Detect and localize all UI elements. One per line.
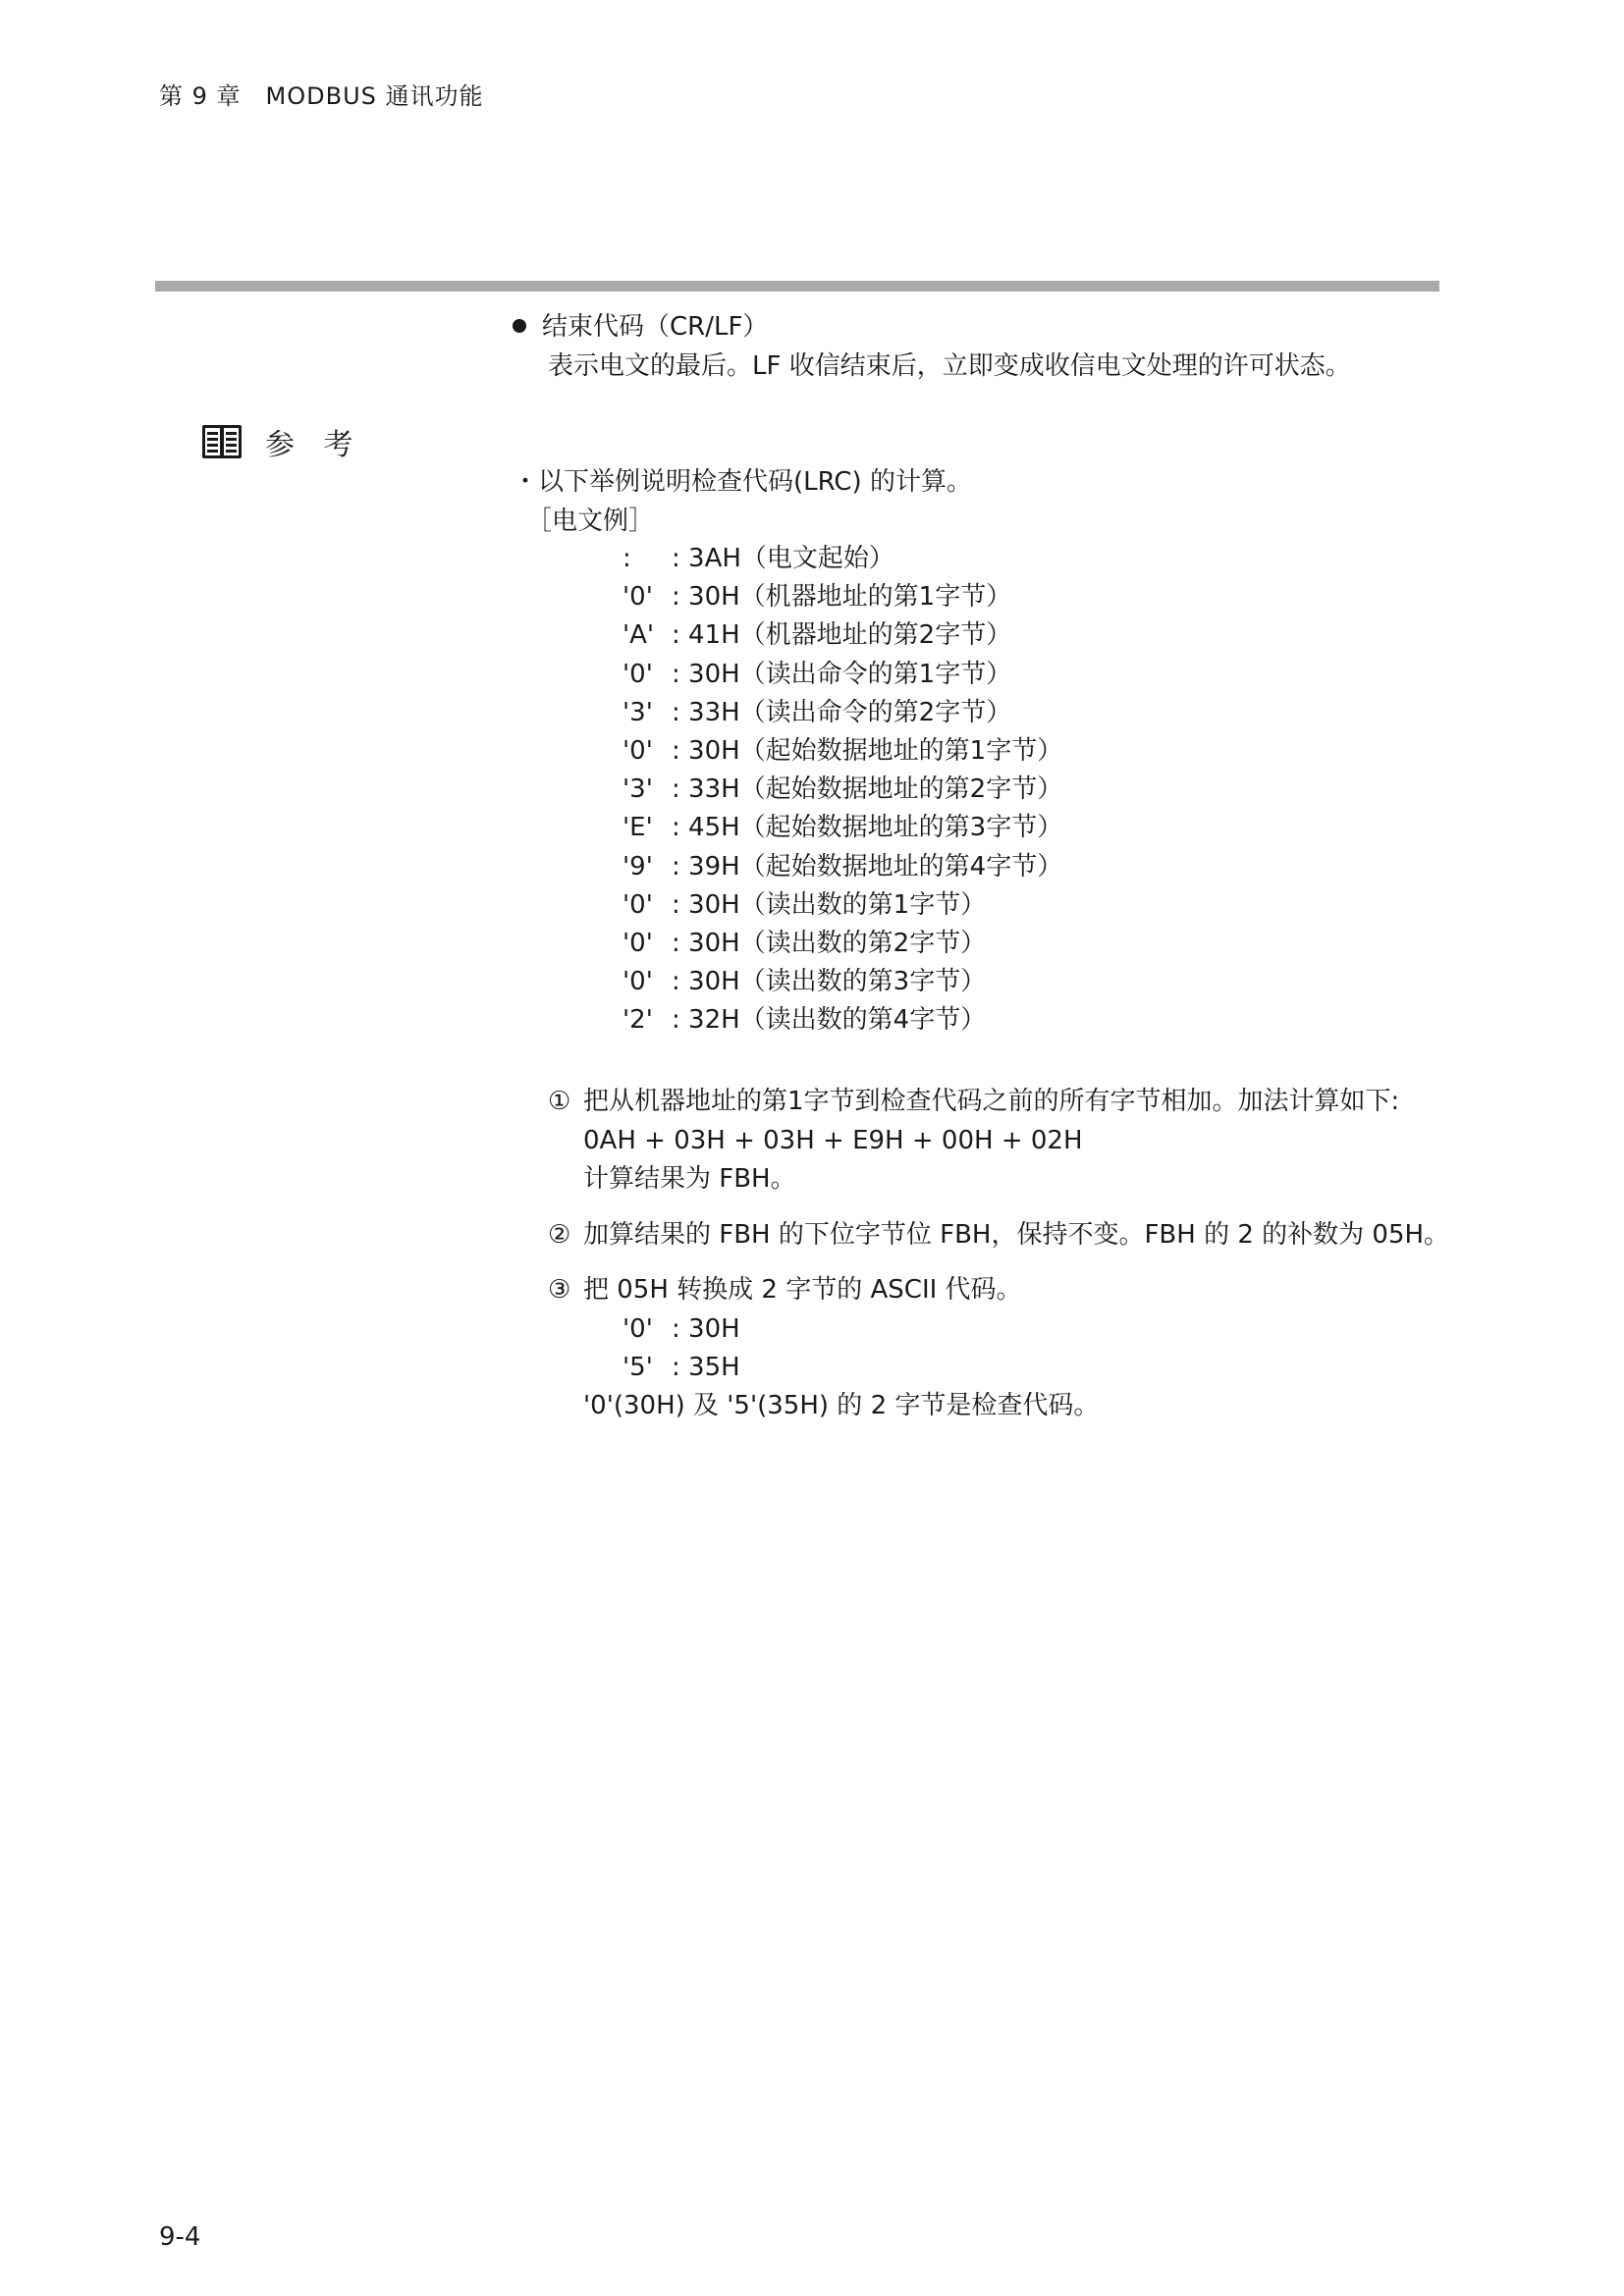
frame-char: '0' — [623, 735, 653, 766]
frame-value: : 30H — [672, 1313, 740, 1344]
frame-char: '9' — [623, 851, 653, 881]
frame-row — [623, 1349, 1449, 1387]
frame-value: : 45H（起始数据地址的第3字节） — [672, 813, 1063, 843]
reference-heading — [200, 420, 363, 463]
frame-value: : 30H（读出数的第1字节） — [672, 889, 987, 920]
frame-value: : 35H — [672, 1352, 740, 1382]
frame-char: '0' — [623, 967, 653, 997]
step-number: ② — [548, 1219, 571, 1250]
chapter-header: 第 9 章 MODBUS 通讯功能 — [159, 82, 484, 110]
step-number: ③ — [548, 1275, 571, 1305]
frame-char: '0' — [623, 582, 653, 613]
section-divider — [155, 281, 1439, 292]
frame-value: : 3AH（电文起始） — [672, 544, 894, 573]
example-intro: ・以下举例说明检查代码(LRC) 的计算。 — [513, 467, 972, 497]
step-1 — [548, 1083, 1449, 1200]
frame-value: : 32H（读出数的第4字节） — [672, 1005, 987, 1036]
frame-row — [623, 925, 1062, 963]
step-number: ① — [548, 1087, 571, 1116]
frame-value: : 39H（起始数据地址的第4字节） — [672, 851, 1063, 881]
frame-char: '0' — [623, 1313, 653, 1344]
frame-char: '5' — [623, 1352, 653, 1382]
ascii-conversion-list — [548, 1310, 1449, 1387]
frame-row — [623, 848, 1062, 886]
step-conclusion: '0'(30H) 及 '5'(35H) 的 2 字节是检查代码。 — [583, 1390, 1100, 1420]
frame-char: '3' — [623, 697, 653, 727]
frame-value: : 33H（读出命令的第2字节） — [672, 697, 1012, 727]
frame-char: 'A' — [623, 620, 655, 651]
frame-char: : — [623, 544, 631, 573]
end-code-section — [513, 307, 1351, 386]
frame-char: '0' — [623, 928, 653, 958]
frame-row — [623, 963, 1062, 1001]
frame-char: '0' — [623, 889, 653, 920]
frame-row — [623, 616, 1062, 655]
frame-char: '2' — [623, 1005, 653, 1036]
frame-row — [623, 656, 1062, 694]
frame-value: : 30H（起始数据地址的第1字节） — [672, 735, 1063, 766]
end-code-title: 结束代码（CR/LF） — [542, 312, 769, 342]
step-text: 加算结果的 FBH 的下位字节位 FBH，保持不变。FBH 的 2 的补数为 05H。 — [583, 1219, 1450, 1250]
step-formula: 0AH + 03H + 03H + E9H + 00H + 02H — [583, 1125, 1083, 1155]
reference-label: 参 考 — [265, 428, 363, 462]
frame-value: : 30H（机器地址的第1字节） — [672, 582, 1012, 613]
frame-char: '3' — [623, 774, 653, 805]
frame-row — [623, 578, 1062, 616]
bullet-icon — [513, 319, 526, 333]
step-text: 把从机器地址的第1字节到检查代码之前的所有字节相加。加法计算如下: — [583, 1087, 1400, 1116]
book-icon — [200, 422, 244, 461]
frame-row — [623, 694, 1062, 732]
frame-value: : 30H（读出数的第3字节） — [672, 967, 987, 997]
frame-row — [623, 771, 1062, 809]
step-result: 计算结果为 FBH。 — [583, 1164, 796, 1194]
frame-value: : 30H（读出数的第2字节） — [672, 928, 987, 958]
page-number: 9-4 — [159, 2222, 201, 2252]
frame-char: '0' — [623, 659, 653, 689]
frame-char: 'E' — [623, 813, 653, 843]
frame-row — [623, 1310, 1449, 1349]
step-2 — [548, 1216, 1449, 1255]
example-label: ［电文例］ — [526, 507, 655, 536]
end-code-description: 表示电文的最后。LF 收信结束后，立即变成收信电文处理的许可状态。 — [548, 351, 1351, 381]
frame-row — [623, 540, 1062, 578]
frame-row — [623, 1001, 1062, 1040]
end-code-title-line — [513, 307, 1351, 347]
frame-value: : 30H（读出命令的第1字节） — [672, 659, 1012, 689]
step-text: 把 05H 转换成 2 字节的 ASCII 代码。 — [583, 1275, 1022, 1305]
frame-value: : 41H（机器地址的第2字节） — [672, 620, 1012, 651]
step-3 — [548, 1271, 1449, 1425]
lrc-steps — [548, 1083, 1449, 1425]
frame-row — [623, 732, 1062, 771]
frame-row — [623, 886, 1062, 925]
frame-example-list — [623, 540, 1062, 1040]
frame-value: : 33H（起始数据地址的第2字节） — [672, 774, 1063, 805]
frame-row — [623, 809, 1062, 847]
